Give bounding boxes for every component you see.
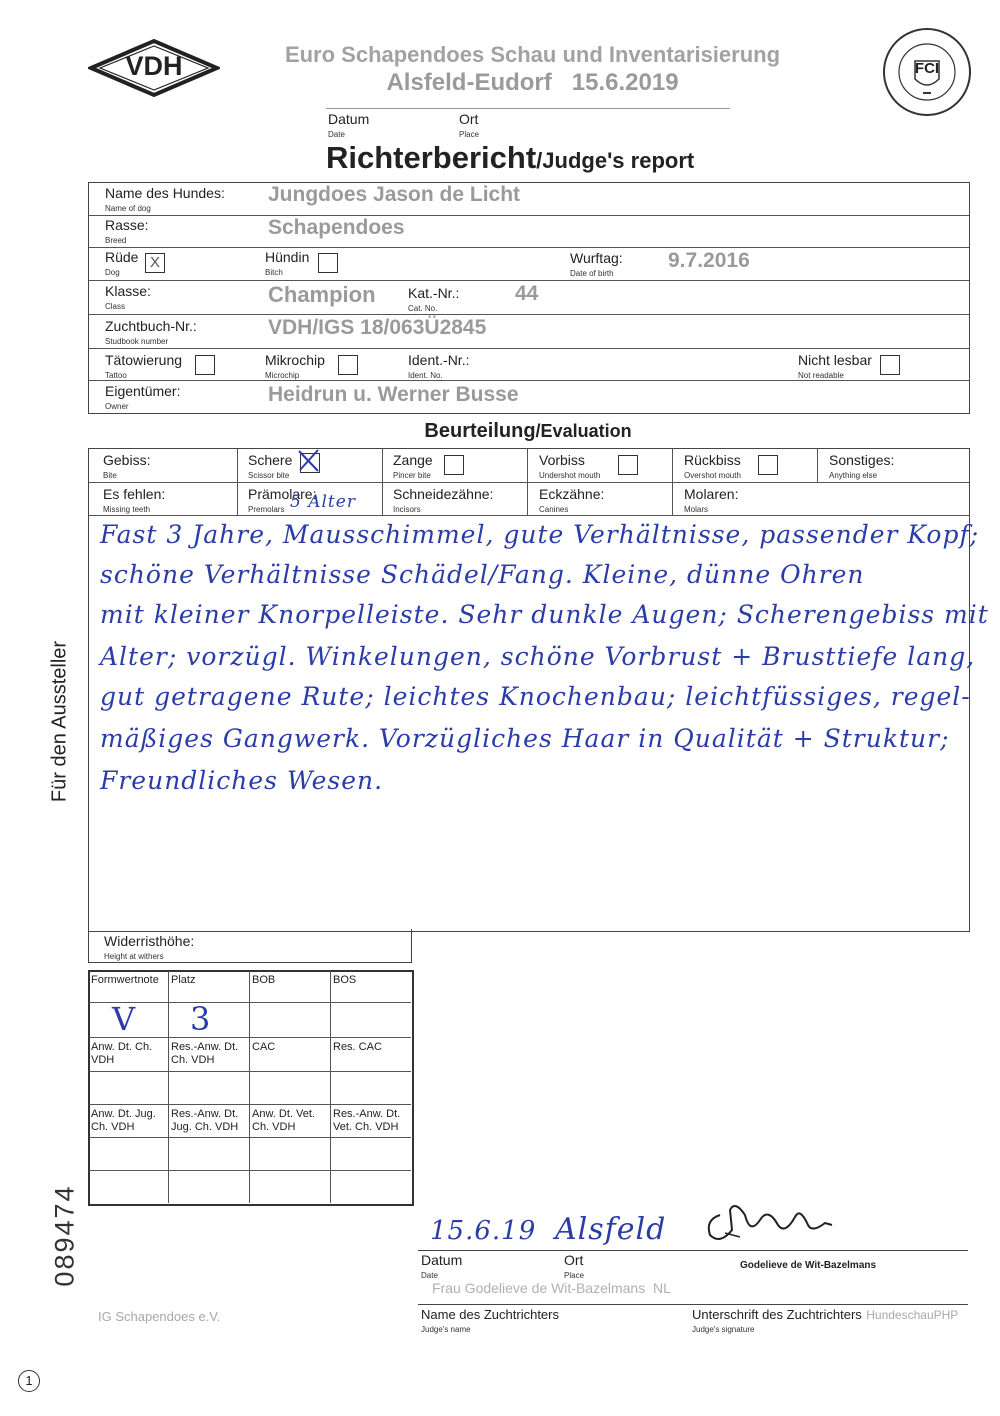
grading-cell: Anw. Dt. Vet. Ch. VDH: [252, 1108, 315, 1133]
grading-cell: CAC: [252, 1041, 276, 1053]
grading-cell: Anw. Dt. Jug. Ch. VDH: [91, 1108, 156, 1133]
footer-ort-label: Ort Place: [564, 1252, 585, 1280]
place-value: 3: [190, 1000, 212, 1038]
ident-label: Ident.-Nr.: Ident. No.: [408, 352, 470, 380]
grading-cell: Anw. Dt. Ch. VDH: [91, 1041, 153, 1066]
female-label: Hündin Bitch: [265, 249, 310, 277]
organization-name: IG Schapendoes e.V.: [98, 1309, 221, 1324]
written-place: Alsfeld: [555, 1212, 667, 1247]
notreadable-checkbox[interactable]: [880, 355, 900, 375]
vdh-logo: [88, 38, 220, 98]
pincer-checkbox[interactable]: [444, 455, 464, 475]
notreadable-label: Nicht lesbar Not readable: [798, 352, 872, 380]
footer-datum-label: Datum Date: [421, 1252, 463, 1280]
written-date: 15.6.19: [430, 1216, 537, 1246]
scissor-label: Schere Scissor bite: [248, 452, 293, 480]
evaluation-line: mit kleiner Knorpelleiste. Sehr dunkle Augen; Scherengebiss mit: [100, 600, 989, 629]
evaluation-line: Freundliches Wesen.: [100, 766, 384, 795]
molars-label: Molaren: Molars: [684, 486, 739, 514]
header-ort-label: Ort Place: [459, 111, 480, 139]
fci-logo-text: FCI: [914, 60, 940, 77]
grading-header: BOS: [333, 974, 357, 986]
undershot-label: Vorbiss Undershot mouth: [539, 452, 601, 480]
evaluation-line: schöne Verhältnisse Schädel/Fang. Kleine, dünne Ohren: [100, 560, 865, 589]
evaluation-line: Alter; vorzügl. Winkelungen, schöne Vorbrust + Brusttiefe lang,: [100, 642, 976, 671]
male-check-mark: X: [150, 254, 161, 271]
grading-cell: Res.-Anw. Dt. Vet. Ch. VDH: [333, 1108, 401, 1133]
chip-checkbox[interactable]: [338, 355, 358, 375]
breed-label: Rasse: Breed: [105, 217, 149, 245]
premolars-note: 5 Alter: [290, 492, 356, 512]
canines-label: Eckzähne: Canines: [539, 486, 605, 514]
fci-logo: [882, 27, 972, 117]
female-checkbox[interactable]: [318, 253, 338, 273]
show-place-date: Alsfeld-Eudorf 15.6.2019: [386, 69, 679, 96]
dog-class: Champion: [268, 282, 376, 307]
evaluation-line: mäßiges Gangwerk. Vorzügliches Haar in Qualität + Struktur;: [100, 724, 950, 753]
header-datum-label: Datum Date: [328, 111, 370, 139]
studbook-label: Zuchtbuch-Nr.: Studbook number: [105, 318, 197, 346]
software-credit: HundeschauPHP: [866, 1308, 959, 1322]
other-label: Sonstiges: Anything else: [829, 452, 895, 480]
overshot-checkbox[interactable]: [758, 455, 778, 475]
tattoo-label: Tätowierung Tattoo: [105, 352, 183, 380]
chip-label: Mikrochip Microchip: [265, 352, 325, 380]
grading-cell: Res. CAC: [333, 1041, 382, 1053]
evaluation-line: gut getragene Rute; leichtes Knochenbau; leichtfüssiges, regel-: [100, 682, 971, 711]
grading-cell: Res.-Anw. Dt. Ch. VDH: [171, 1041, 239, 1066]
male-label: Rüde Dog: [105, 249, 139, 277]
judge-name-label: Name des Zuchtrichters Judge's name: [421, 1307, 559, 1334]
height-label: Widerristhöhe: Height at withers: [104, 933, 195, 961]
signature-label: Unterschrift des Zuchtrichters HundeschauPHP Judge's signature: [692, 1307, 959, 1334]
birth-label: Wurftag: Date of birth: [570, 250, 623, 278]
judge-stamp: Godelieve de Wit-Bazelmans: [740, 1260, 877, 1271]
grading-header: Platz: [171, 974, 196, 986]
exhibitor-side-label: Für den Aussteller: [48, 640, 71, 803]
check-cross-icon: [297, 448, 321, 472]
undershot-checkbox[interactable]: [618, 455, 638, 475]
name-label: Name des Hundes: Name of dog: [105, 185, 225, 213]
page-number: 1: [18, 1370, 40, 1392]
grading-header: Formwertnote: [91, 974, 159, 986]
show-title: Euro Schapendoes Schau und Inventarisierung: [284, 42, 781, 67]
dog-owner: Heidrun u. Werner Busse: [268, 383, 519, 406]
dog-birth-date: 9.7.2016: [668, 249, 750, 272]
missing-label: Es fehlen: Missing teeth: [103, 486, 166, 514]
dog-studbook-number: VDH/IGS 18/063Ü2845: [268, 316, 487, 339]
overshot-label: Rückbiss Overshot mouth: [684, 452, 741, 480]
dog-breed: Schapendoes: [268, 216, 405, 239]
judge-printed-name: Frau Godelieve de Wit-Bazelmans NL: [432, 1280, 671, 1296]
vdh-logo-text: VDH: [125, 51, 183, 81]
class-label: Klasse: Class: [105, 283, 151, 311]
grade-value: V: [112, 1000, 137, 1038]
dog-name: Jungdoes Jason de Licht: [268, 183, 521, 206]
judge-signature: [700, 1195, 840, 1255]
report-title: Richterbericht/Judge's report: [326, 140, 695, 175]
dog-cat-number: 44: [515, 282, 539, 305]
pincer-label: Zange Pincer bite: [393, 452, 433, 480]
owner-label: Eigentümer: Owner: [105, 383, 181, 411]
cat-label: Kat.-Nr.: Cat. No.: [408, 285, 460, 313]
scissor-checkbox[interactable]: [300, 453, 320, 473]
bite-label: Gebiss: Bite: [103, 452, 151, 480]
premolars-label: Prämolare: Premolars: [248, 486, 317, 514]
incisors-label: Schneidezähne: Incisors: [393, 486, 494, 514]
evaluation-line: Fast 3 Jahre, Mausschimmel, gute Verhältnisse, passender Kopf;: [100, 520, 980, 549]
tattoo-checkbox[interactable]: [195, 355, 215, 375]
evaluation-title: Beurteilung/Evaluation: [424, 420, 632, 442]
grading-header: BOB: [252, 974, 276, 986]
male-checkbox[interactable]: [145, 253, 165, 273]
serial-number: 089474: [49, 1184, 80, 1287]
grading-cell: Res.-Anw. Dt. Jug. Ch. VDH: [171, 1108, 239, 1133]
